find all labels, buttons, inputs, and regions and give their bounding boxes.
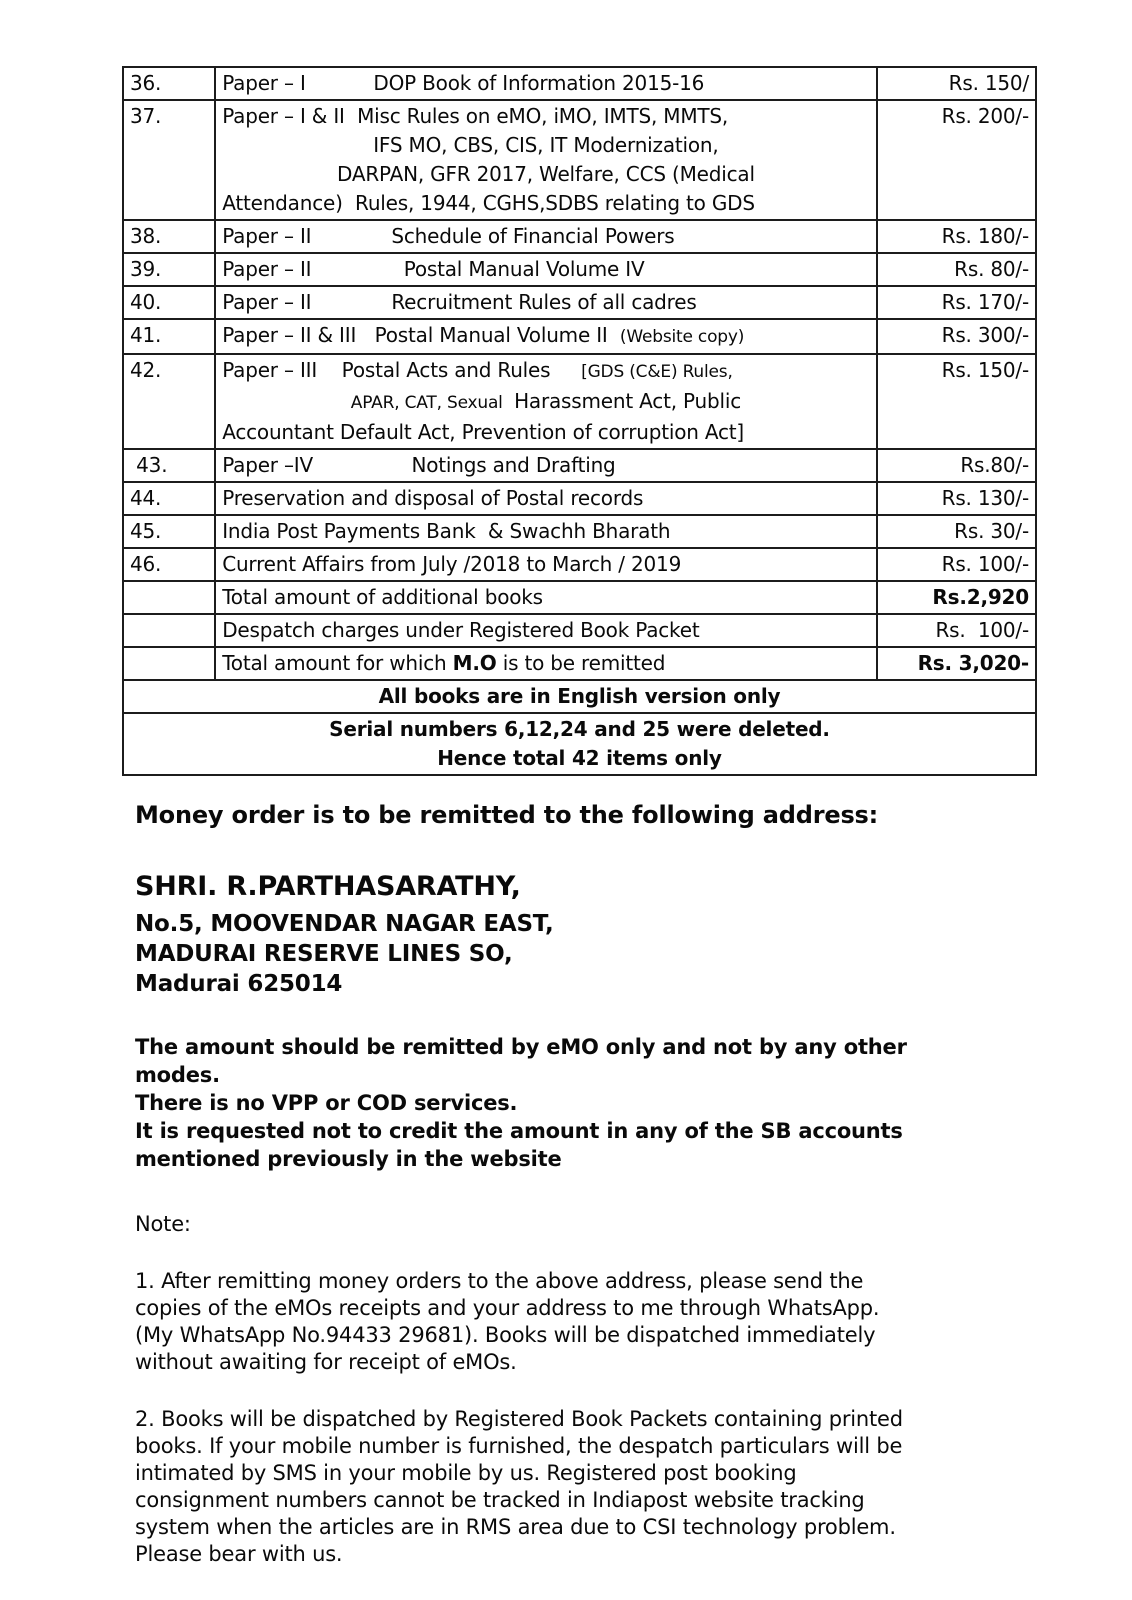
note-line: 1. After remitting money orders to the above address, please send the xyxy=(135,1269,864,1293)
serial-cell: 37. xyxy=(123,100,215,220)
text-segment: Rs. 150/- xyxy=(941,358,1029,382)
serial-cell: 43. xyxy=(123,449,215,482)
note-line: intimated by SMS in your mobile by us. Registered post booking xyxy=(135,1461,797,1485)
description-line xyxy=(222,616,869,645)
text-segment: Paper –IV Notings and Drafting xyxy=(222,453,616,477)
text-segment: India Post Payments Bank & Swachh Bharath xyxy=(222,519,671,543)
description-cell xyxy=(215,100,876,220)
remit-heading: Money order is to be remitted to the following address: xyxy=(135,801,879,829)
text-segment: Rs. 130/- xyxy=(941,486,1029,510)
table-footer-row xyxy=(123,680,1036,713)
description-cell xyxy=(215,67,876,100)
text-segment: IFS MO, CBS, CIS, IT Modernization, xyxy=(373,133,719,157)
notes xyxy=(135,1268,1025,1568)
description-line xyxy=(222,418,869,447)
description-cell xyxy=(215,220,876,253)
text-segment: Total amount for which xyxy=(222,651,453,675)
text-segment: Rs. 200/- xyxy=(941,104,1029,128)
description-line xyxy=(222,131,869,160)
table-row xyxy=(123,354,1036,449)
table-row xyxy=(123,67,1036,100)
note-paragraph xyxy=(135,1406,1025,1568)
price-cell xyxy=(877,354,1036,449)
price-cell xyxy=(877,581,1036,614)
bold-note-line: The amount should be remitted by eMO only and not by any other xyxy=(135,1035,907,1059)
text-segment: [GDS (C&E) Rules, xyxy=(581,362,733,382)
address-line: No.5, MOOVENDAR NAGAR EAST, xyxy=(135,911,554,937)
text-segment: Harassment Act, Public xyxy=(507,389,742,413)
description-cell xyxy=(215,614,876,647)
description-line xyxy=(222,550,869,579)
description-line xyxy=(222,222,869,251)
serial-cell: 42. xyxy=(123,354,215,449)
footer-line: Hence total 42 items only xyxy=(437,746,722,770)
table-row xyxy=(123,581,1036,614)
address-line: MADURAI RESERVE LINES SO, xyxy=(135,941,513,967)
note-label: Note: xyxy=(135,1212,191,1236)
text-segment: Rs. 80/- xyxy=(954,257,1029,281)
bold-note-line: mentioned previously in the website xyxy=(135,1147,562,1171)
note-line: 2. Books will be dispatched by Registered Book Packets containing printed xyxy=(135,1407,903,1431)
text-segment: is to be remitted xyxy=(496,651,666,675)
description-line xyxy=(222,69,869,98)
price-cell xyxy=(877,319,1036,354)
serial-cell: 46. xyxy=(123,548,215,581)
note-line: books. If your mobile number is furnished, the despatch particulars will be xyxy=(135,1434,903,1458)
text-segment: Attendance) Rules, 1944, CGHS,SDBS relating to GDS xyxy=(222,191,755,215)
serial-cell: 39. xyxy=(123,253,215,286)
description-cell xyxy=(215,548,876,581)
text-segment: Paper – II Postal Manual Volume IV xyxy=(222,257,645,281)
price-cell xyxy=(877,286,1036,319)
serial-cell xyxy=(123,581,215,614)
note-line: (My WhatsApp No.94433 29681). Books will be dispatched immediately xyxy=(135,1323,876,1347)
serial-cell: 44. xyxy=(123,482,215,515)
text-segment: Paper – II Schedule of Financial Powers xyxy=(222,224,675,248)
address-lines xyxy=(135,909,1132,999)
price-table-body xyxy=(123,67,1036,775)
text-segment: Rs. 180/- xyxy=(941,224,1029,248)
table-row xyxy=(123,220,1036,253)
table-row xyxy=(123,614,1036,647)
description-line xyxy=(222,102,869,131)
table-footer-row xyxy=(123,713,1036,775)
description-line xyxy=(222,517,869,546)
table-row xyxy=(123,286,1036,319)
text-segment: Rs. 3,020- xyxy=(917,651,1029,675)
price-cell xyxy=(877,482,1036,515)
price-table xyxy=(122,66,1037,776)
text-segment: Rs. 300/- xyxy=(941,323,1029,347)
description-line xyxy=(222,255,869,284)
description-cell xyxy=(215,581,876,614)
price-cell xyxy=(877,253,1036,286)
table-row xyxy=(123,449,1036,482)
description-cell xyxy=(215,253,876,286)
description-line xyxy=(222,583,869,612)
price-cell xyxy=(877,614,1036,647)
price-cell xyxy=(877,548,1036,581)
table-row xyxy=(123,253,1036,286)
text-segment: M.O xyxy=(452,651,497,675)
text-segment: DARPAN, GFR 2017, Welfare, CCS (Medical xyxy=(337,162,755,186)
description-line xyxy=(222,387,869,418)
description-cell xyxy=(215,647,876,680)
table-footer-cell xyxy=(123,680,1036,713)
serial-cell: 38. xyxy=(123,220,215,253)
price-cell xyxy=(877,647,1036,680)
text-segment: Preservation and disposal of Postal records xyxy=(222,486,644,510)
description-cell xyxy=(215,319,876,354)
description-line xyxy=(222,451,869,480)
note-paragraph xyxy=(135,1268,1025,1376)
description-cell xyxy=(215,515,876,548)
text-segment: Paper – II Recruitment Rules of all cadres xyxy=(222,290,697,314)
description-cell xyxy=(215,354,876,449)
text-segment: Rs.80/- xyxy=(960,453,1029,477)
note-line: without awaiting for receipt of eMOs. xyxy=(135,1350,517,1374)
text-segment: Total amount of additional books xyxy=(222,585,543,609)
description-cell xyxy=(215,286,876,319)
text-segment: (Website copy) xyxy=(619,327,745,347)
price-cell xyxy=(877,449,1036,482)
address-name: SHRI. R.PARTHASARATHY, xyxy=(135,871,521,902)
serial-cell: 45. xyxy=(123,515,215,548)
text-segment: Rs. 100/- xyxy=(935,618,1029,642)
footer-line: All books are in English version only xyxy=(378,684,781,708)
text-segment: Current Affairs from July /2018 to March / 2019 xyxy=(222,552,682,576)
price-cell xyxy=(877,100,1036,220)
price-cell xyxy=(877,67,1036,100)
description-line xyxy=(222,649,869,678)
table-row xyxy=(123,319,1036,354)
address-line: Madurai 625014 xyxy=(135,971,343,997)
text-segment: Rs. 170/- xyxy=(941,290,1029,314)
serial-cell xyxy=(123,647,215,680)
serial-cell: 41. xyxy=(123,319,215,354)
table-row xyxy=(123,515,1036,548)
note-line: consignment numbers cannot be tracked in Indiapost website tracking xyxy=(135,1488,865,1512)
price-cell xyxy=(877,220,1036,253)
text-segment: Rs. 30/- xyxy=(954,519,1029,543)
description-line xyxy=(222,160,869,189)
description-line xyxy=(222,321,869,352)
description-line xyxy=(222,189,869,218)
note-line: system when the articles are in RMS area due to CSI technology problem. xyxy=(135,1515,896,1539)
text-segment: Paper – II & III Postal Manual Volume II xyxy=(222,323,620,347)
table-row xyxy=(123,647,1036,680)
bold-note-line: There is no VPP or COD services. xyxy=(135,1091,518,1115)
description-line xyxy=(222,484,869,513)
description-cell xyxy=(215,482,876,515)
serial-cell xyxy=(123,614,215,647)
description-line xyxy=(222,288,869,317)
serial-cell: 36. xyxy=(123,67,215,100)
bold-note-line: It is requested not to credit the amount in any of the SB accounts xyxy=(135,1119,903,1143)
table-row xyxy=(123,100,1036,220)
text-segment: APAR, CAT, Sexual xyxy=(350,393,508,413)
text-segment: Rs.2,920 xyxy=(932,585,1029,609)
text-segment: Despatch charges under Registered Book Packet xyxy=(222,618,700,642)
serial-cell: 40. xyxy=(123,286,215,319)
price-cell xyxy=(877,515,1036,548)
description-line xyxy=(222,356,869,387)
table-row xyxy=(123,548,1036,581)
bold-notes xyxy=(135,1033,1015,1173)
text-segment: Paper – III Postal Acts and Rules xyxy=(222,358,582,382)
bold-note-line: modes. xyxy=(135,1063,220,1087)
description-cell xyxy=(215,449,876,482)
text-segment: Rs. 150/ xyxy=(948,71,1029,95)
text-segment: Accountant Default Act, Prevention of corruption Act] xyxy=(222,420,745,444)
note-line: Please bear with us. xyxy=(135,1542,343,1566)
table-footer-cell xyxy=(123,713,1036,775)
text-segment: Rs. 100/- xyxy=(941,552,1029,576)
footer-line: Serial numbers 6,12,24 and 25 were deleted. xyxy=(329,717,830,741)
text-segment: Paper – I DOP Book of Information 2015-16 xyxy=(222,71,705,95)
text-segment: Paper – I & II Misc Rules on eMO, iMO, IMTS, MMTS, xyxy=(222,104,729,128)
note-line: copies of the eMOs receipts and your address to me through WhatsApp. xyxy=(135,1296,880,1320)
table-row xyxy=(123,482,1036,515)
